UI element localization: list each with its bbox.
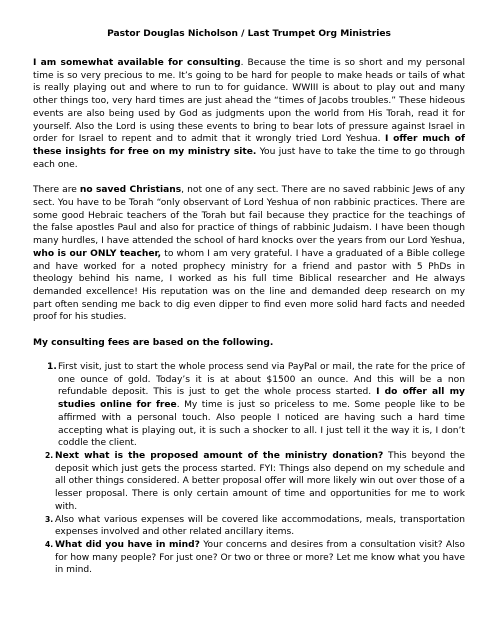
text-run: Also what various expenses will be covered like accommodations, meals, transportation expenses involved and other related ancillary items. [55, 514, 465, 538]
text-run: . My time is just so priceless to me. Some people like to be affirmed with a personal touch. Also people I noticed are having such a hard time accepting what is playing out, it is such a shocker to all. I just tell it the way it is, I don’t coddle the client. [58, 400, 465, 449]
fee-list-item [33, 361, 465, 450]
fee-list-item [33, 539, 465, 577]
consulting-availability-paragraph [33, 57, 465, 171]
bold-text-run: I do offer all my studies online for free [58, 387, 465, 411]
no-saved-christians-paragraph [33, 184, 465, 324]
fee-list-item [33, 514, 465, 539]
text-run: Your concerns and desires from a consultation visit? Also for how many people? For just one? Or two or three or more? Let me know what you have in mind. [55, 539, 465, 576]
text-run: You just have to take the time to go through each one. [33, 146, 465, 170]
bold-text-run: I offer much of these insights for free on my ministry site. [33, 134, 465, 157]
fee-item-number: 1. [47, 362, 57, 373]
fee-item-number: 2. [45, 450, 54, 460]
bold-text-run: no saved Christians [79, 185, 182, 196]
fee-list [33, 361, 465, 577]
text-run: This beyond the deposit which just gets the process started. FYI: Things also depend on my schedule and all other things considered. A better proposal offer will more likely win out over those of a lesser proposal. There is only certain amount of time and opportunities for me to work with. [55, 450, 466, 512]
fee-item-text [58, 361, 465, 450]
consulting-fees-heading: My consulting fees are based on the following. [33, 338, 274, 349]
text-run: There are [33, 185, 80, 196]
fee-item-text [55, 514, 465, 539]
text-run: to whom I am very grateful. I have a graduated of a Bible college and have worked for a noted prophecy ministry for a friend and pastor with 5 PhDs in theology behind his name, I worked as his full time Biblical researcher and He always demanded excellence! His reputation was on the line and demanded deep research on my part often sending me back to dig even dipper to find even more solid hard facts and needed proof for his studies. [33, 248, 465, 323]
fee-item-text [55, 539, 465, 577]
fee-item-text [55, 450, 465, 514]
bold-text-run: who is our ONLY teacher, [33, 248, 162, 259]
text-run: . Because the time is so short and my personal time is so very precious to me. It’s going to be hard for people to make heads or tails of what is really playing out and where to run to for guidance. WWIII is about to play out and many other things too, very hard times are just ahead the “times of Jacobs troubles.” These hideous events are also being used by God as judgments upon the world from His Torah, read it for yourself. Also the Lord is using these events to bring to bear lots of pressure against Israel in order for Israel to repent and to admit that it wrongly tried Lord Yeshua. [33, 58, 465, 145]
page-title: Pastor Douglas Nicholson / Last Trumpet Org Ministries [107, 29, 391, 39]
text-run: First visit, just to start the whole process send via PayPal or mail, the rate for the price of one ounce of gold. Today’s it is at about $1500 an ounce. And this will be a non refundable deposit. This is just to get the whole process started. [58, 362, 465, 398]
fee-item-number: 4. [45, 539, 54, 549]
fee-item-number: 3. [45, 514, 54, 524]
bold-text-run: Next what is the proposed amount of the ministry donation? [55, 450, 384, 461]
bold-text-run: What did you have in mind? [55, 539, 200, 550]
text-run: , not one of any sect. There are no saved rabbinic Jews of any sect. You have to be Torah “only observant of Lord Yeshua of non rabbinic practices. There are some good Hebraic teachers of the Torah but fail because they practice for the teachings of the false apostles Paul and also for practice of things of rabbinic Judaism. I have been though many hurdles, I have attended the school of hard knocks over the years from our Lord Yeshua, [33, 185, 465, 247]
fee-list-item [33, 450, 465, 514]
bold-text-run: I am somewhat available for consulting [33, 58, 241, 68]
